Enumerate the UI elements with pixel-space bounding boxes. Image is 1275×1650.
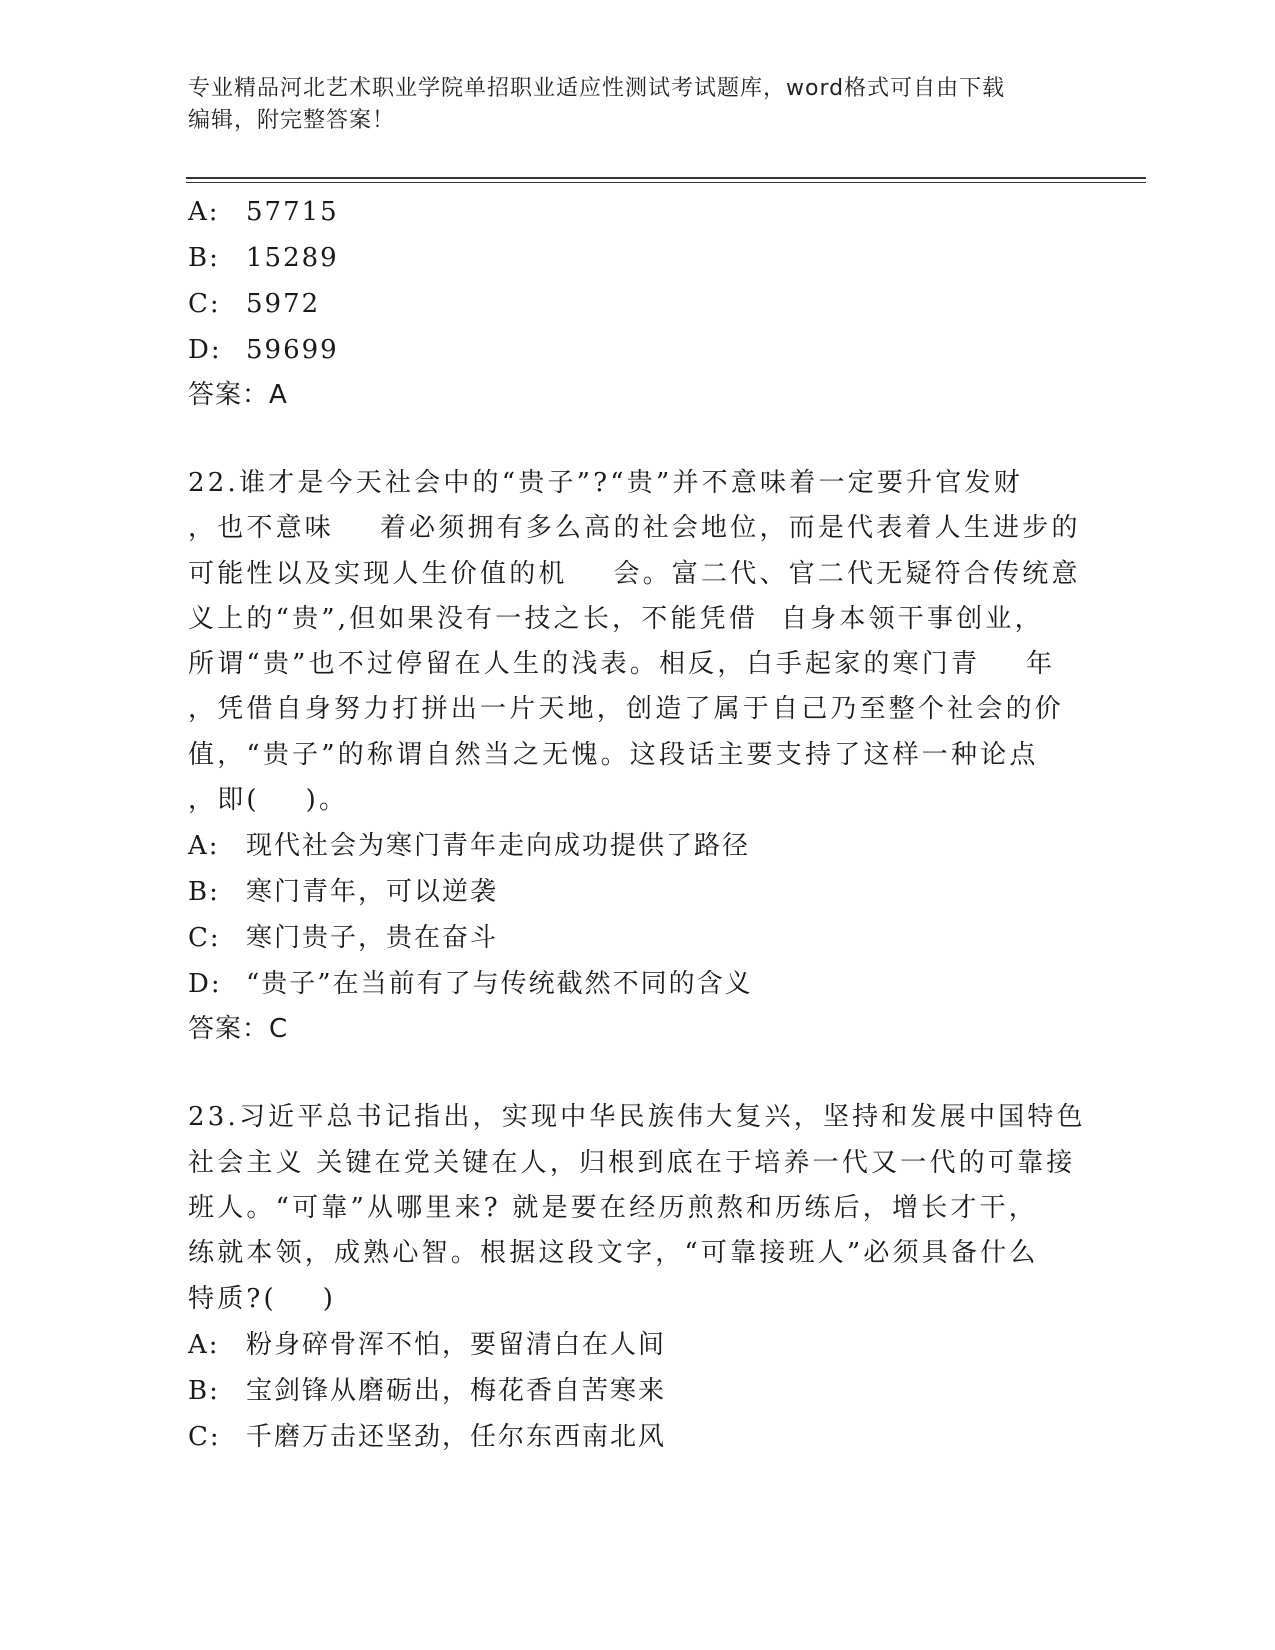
header-line-1: 专业精品河北艺术职业学院单招职业适应性测试考试题库，word格式可自由下载	[188, 76, 1006, 101]
stem-line: ，也不意味 着必须拥有多么高的社会地位，而是代表着人生进步的	[188, 513, 1081, 544]
option-c	[188, 1414, 1068, 1460]
option-letter: D:	[188, 969, 222, 1000]
stem-line: 特质?( )	[188, 1283, 337, 1314]
option-letter: C:	[188, 923, 221, 954]
option-text: 寒门贵子，贵在奋斗	[246, 923, 499, 954]
option-c	[188, 281, 1068, 327]
option-letter: A:	[188, 197, 220, 227]
option-text: 现代社会为寒门青年走向成功提供了路径	[246, 831, 751, 862]
option-letter: A:	[188, 1329, 220, 1360]
answer-line: 答案：C	[188, 1014, 289, 1045]
option-text: 59699	[246, 335, 339, 365]
option-text: 5972	[246, 289, 321, 319]
option-letter: C:	[188, 289, 221, 319]
option-letter: B:	[188, 1375, 220, 1406]
question-23	[188, 1095, 1086, 1459]
option-letter: B:	[188, 877, 220, 908]
option-text: “贵子”在当前有了与传统截然不同的含义	[246, 969, 753, 1000]
question-22	[188, 461, 1081, 1051]
stem-line: ，即( )。	[188, 785, 349, 816]
option-a	[188, 823, 1068, 869]
stem-line: 社会主义 关键在党关键在人，归根到底在于培养一代又一代的可靠接	[188, 1147, 1076, 1178]
option-text: 57715	[246, 197, 339, 227]
stem-line: 所谓“贵”也不过停留在人生的浅表。相反，白手起家的寒门青 年	[188, 649, 1056, 680]
option-b	[188, 869, 1068, 915]
stem-line: 班人。“可靠”从哪里来? 就是要在经历煎熬和历练后，增长才干，	[188, 1192, 1038, 1223]
option-c	[188, 915, 1068, 961]
stem-line: 值，“贵子”的称谓自然当之无愧。这段话主要支持了这样一种论点	[188, 739, 1039, 770]
option-a	[188, 189, 1068, 235]
option-a	[188, 1322, 1068, 1368]
answer-line: 答案：A	[188, 380, 288, 410]
header-divider-thin	[186, 182, 1146, 183]
option-text: 粉身碎骨浑不怕，要留清白在人间	[246, 1329, 667, 1360]
stem-line: 义上的“贵”,但如果没有一技之长，不能凭借 自身本领干事创业，	[188, 603, 1044, 634]
question-stem	[188, 1095, 1086, 1321]
option-b	[188, 1368, 1068, 1414]
option-text: 宝剑锋从磨砺出，梅花香自苦寒来	[246, 1375, 667, 1406]
option-letter: D:	[188, 335, 222, 365]
header-divider-thick	[186, 177, 1146, 179]
page-header	[188, 73, 1088, 137]
option-d	[188, 961, 1068, 1007]
option-text: 15289	[246, 243, 339, 273]
stem-line: ，凭借自身努力打拼出一片天地，创造了属于自己乃至整个社会的价	[188, 694, 1065, 725]
stem-line: 23.习近平总书记指出，实现中华民族伟大复兴，坚持和发展中国特色	[188, 1102, 1086, 1133]
header-line-2: 编辑，附完整答案！	[188, 108, 396, 133]
option-letter: A:	[188, 831, 220, 862]
option-letter: C:	[188, 1421, 221, 1452]
option-text: 寒门青年，可以逆袭	[246, 877, 499, 908]
stem-line: 22.谁才是今天社会中的“贵子”?“贵”并不意味着一定要升官发财	[188, 468, 1023, 498]
question-21	[188, 189, 1068, 417]
stem-line: 练就本领，成熟心智。根据这段文字，“可靠接班人”必须具备什么	[188, 1238, 1039, 1269]
question-content	[188, 189, 1086, 1460]
option-letter: B:	[188, 243, 220, 273]
option-text: 千磨万击还坚劲，任尔东西南北风	[246, 1421, 667, 1452]
option-d	[188, 327, 1068, 373]
option-b	[188, 235, 1068, 281]
stem-line: 可能性以及实现人生价值的机 会。富二代、官二代无疑符合传统意	[188, 558, 1081, 589]
question-stem	[188, 461, 1081, 823]
